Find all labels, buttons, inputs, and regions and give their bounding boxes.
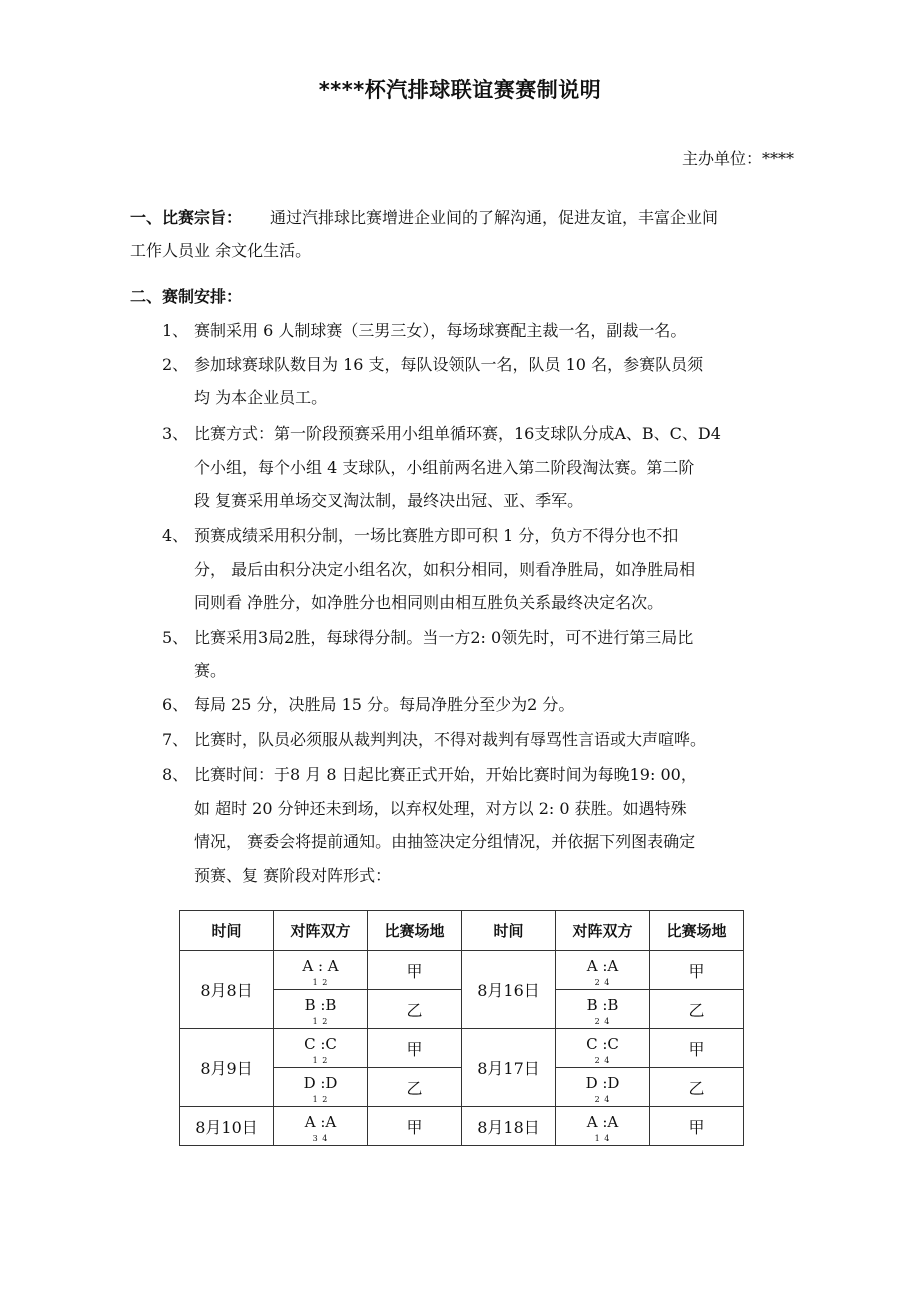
item-line: 情况， 赛委会将提前通知。由抽签决定分组情况，并依据下列图表确定 <box>194 832 696 851</box>
matchup-cell <box>274 1068 368 1107</box>
venue-cell: 乙 <box>368 990 462 1029</box>
venue-cell: 乙 <box>649 990 743 1029</box>
section-1-heading: 一、比赛宗旨： <box>130 208 243 227</box>
table-row <box>180 1107 744 1146</box>
matchup-subscript: 1 2 <box>312 1017 329 1026</box>
item-number: 7、 <box>162 730 189 749</box>
matchup-cell <box>274 951 368 990</box>
item-number: 1、 <box>162 321 189 340</box>
item-line: 均 为本企业员工。 <box>194 388 328 407</box>
matchup-teams: C :C <box>304 1035 337 1053</box>
date-cell: 8月10日 <box>180 1107 274 1146</box>
table-row <box>180 1029 744 1068</box>
item-line: 比赛时，队员必须服从裁判判决，不得对裁判有辱骂性言语或大声喧哗。 <box>194 730 707 749</box>
section-1-line-2: 工作人员业 余文化生活。 <box>130 241 312 260</box>
section-1-line-1: 通过汽排球比赛增进企业间的了解沟通，促进友谊，丰富企业间 <box>270 208 719 227</box>
item-line: 预赛成绩采用积分制，一场比赛胜方即可积 1 分，负方不得分也不扣 <box>194 526 679 545</box>
item-line: 比赛时间：于8 月 8 日起比赛正式开始，开始比赛时间为每晚19: 00， <box>194 765 697 784</box>
item-line: 每局 25 分，决胜局 15 分。每局净胜分至少为2 分。 <box>194 695 575 714</box>
section-2-heading: 二、赛制安排： <box>130 287 243 306</box>
matchup-teams: B :B <box>586 996 619 1014</box>
item-line: 如 超时 20 分钟还未到场，以弃权处理，对方以 2: 0 获胜。如遇特殊 <box>194 799 687 818</box>
header-matchup: 对阵双方 <box>556 911 650 951</box>
venue-cell: 甲 <box>649 1029 743 1068</box>
item-line: 赛制采用 6 人制球赛（三男三女），每场球赛配主裁一名，副裁一名。 <box>194 321 687 340</box>
matchup-cell <box>556 951 650 990</box>
date-cell: 8月17日 <box>461 1029 555 1107</box>
item-line: 参加球赛球队数目为 16 支，每队设领队一名，队员 10 名，参赛队员须 <box>194 355 704 374</box>
venue-cell: 甲 <box>649 951 743 990</box>
date-cell: 8月16日 <box>461 951 555 1029</box>
item-number: 5、 <box>162 628 189 647</box>
venue-cell: 甲 <box>368 1107 462 1146</box>
matchup-teams: A :A <box>586 1113 619 1131</box>
table-header-row <box>180 911 744 951</box>
matchup-teams: B :B <box>304 996 337 1014</box>
item-number: 2、 <box>162 355 189 374</box>
item-line: 同则看 净胜分，如净胜分也相同则由相互胜负关系最终决定名次。 <box>194 593 664 612</box>
date-cell: 8月9日 <box>180 1029 274 1107</box>
item-number: 8、 <box>162 765 189 784</box>
venue-cell: 乙 <box>368 1068 462 1107</box>
venue-cell: 甲 <box>649 1107 743 1146</box>
item-line: 段 复赛采用单场交叉淘汰制，最终决出冠、亚、季军。 <box>194 491 584 510</box>
matchup-subscript: 3 4 <box>312 1134 329 1143</box>
matchup-subscript: 2 4 <box>594 1017 611 1026</box>
document-title: ****杯汽排球联谊赛赛制说明 <box>318 78 602 102</box>
venue-cell: 甲 <box>368 951 462 990</box>
matchup-cell <box>274 990 368 1029</box>
item-line: 比赛采用3局2胜，每球得分制。当一方2: 0领先时，可不进行第三局比 <box>194 628 694 647</box>
matchup-teams: A :A <box>304 1113 337 1131</box>
matchup-subscript: 1 2 <box>312 1095 329 1104</box>
header-time: 时间 <box>180 911 274 951</box>
matchup-cell <box>274 1029 368 1068</box>
item-number: 3、 <box>162 424 189 443</box>
matchup-teams: A : A <box>302 957 339 975</box>
matchup-teams: D :D <box>585 1074 620 1092</box>
table-row <box>180 951 744 990</box>
matchup-teams: D :D <box>303 1074 338 1092</box>
item-number: 4、 <box>162 526 189 545</box>
matchup-cell <box>556 1068 650 1107</box>
item-number: 6、 <box>162 695 189 714</box>
matchup-subscript: 2 4 <box>594 1095 611 1104</box>
item-line: 比赛方式：第一阶段预赛采用小组单循环赛，16支球队分成A、B、C、D4 <box>194 424 721 443</box>
matchup-subscript: 2 4 <box>594 1056 611 1065</box>
header-matchup: 对阵双方 <box>274 911 368 951</box>
matchup-teams: A :A <box>586 957 619 975</box>
matchup-subscript: 2 4 <box>594 978 611 987</box>
date-cell: 8月8日 <box>180 951 274 1029</box>
item-line: 赛。 <box>194 661 227 680</box>
host-organizer: 主办单位：**** <box>681 149 794 168</box>
matchup-subscript: 1 2 <box>312 978 329 987</box>
header-time: 时间 <box>461 911 555 951</box>
item-line: 预赛、复 赛阶段对阵形式： <box>194 866 392 885</box>
header-venue: 比赛场地 <box>368 911 462 951</box>
matchup-cell <box>556 1029 650 1068</box>
matchup-subscript: 1 4 <box>594 1134 611 1143</box>
item-line: 分， 最后由积分决定小组名次，如积分相同，则看净胜局，如净胜局相 <box>194 560 696 579</box>
schedule-table <box>179 910 744 1146</box>
matchup-subscript: 1 2 <box>312 1056 329 1065</box>
item-line: 个小组，每个小组 4 支球队，小组前两名进入第二阶段淘汰赛。第二阶 <box>194 458 695 477</box>
matchup-cell <box>274 1107 368 1146</box>
header-venue: 比赛场地 <box>649 911 743 951</box>
venue-cell: 乙 <box>649 1068 743 1107</box>
venue-cell: 甲 <box>368 1029 462 1068</box>
matchup-cell <box>556 1107 650 1146</box>
date-cell: 8月18日 <box>461 1107 555 1146</box>
matchup-cell <box>556 990 650 1029</box>
matchup-teams: C :C <box>586 1035 619 1053</box>
